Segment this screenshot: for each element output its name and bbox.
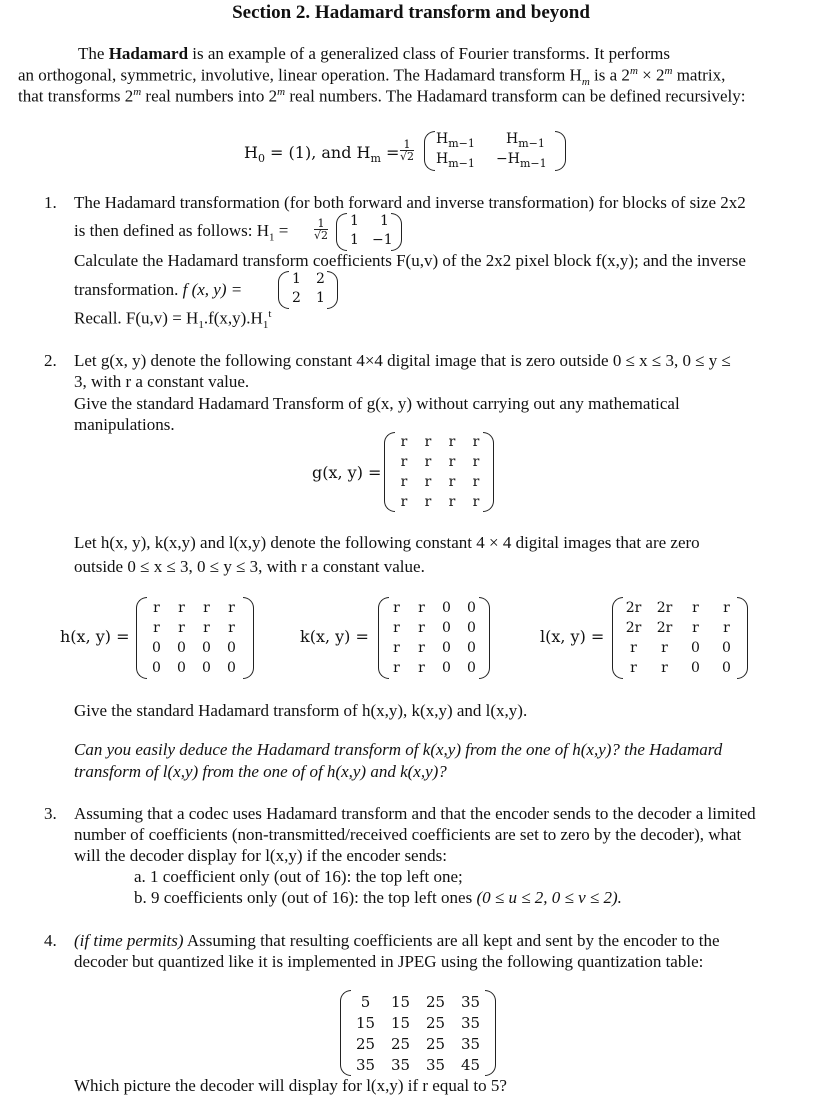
k-label: k(x, y) = [300,627,369,646]
quantization-table [340,990,496,1076]
matrix-cell: 2r [656,600,673,616]
matrix-cell: r [153,600,160,616]
matrix-row [384,598,484,618]
section-title: Section 2. Hadamard transform and beyond [232,2,590,23]
matrix-cell: r [723,600,730,616]
matrix-row [144,618,244,638]
matrix-cell: r [630,640,637,656]
q2-line-4: manipulations. [74,415,175,434]
matrix-cell: r [424,434,432,450]
matrix-cell: r [393,640,400,656]
matrix-cell: 35 [390,1055,411,1074]
matrix-row [392,492,488,512]
matrix-row [384,658,484,678]
matrix-cell: r [400,494,408,510]
matrix-row [348,1033,488,1054]
matrix-cell: r [424,454,432,470]
matrix-cell: r [472,494,480,510]
matrix-cell: r [472,434,480,450]
matrix-row [348,991,488,1012]
q3-line-3: will the decoder display for l(x,y) if the encoder sends: [74,846,447,865]
q2-italic-2: transform of l(x,y) from the one of of h(x,y) and k(x,y)? [74,762,447,781]
matrix-cell: 25 [425,1034,446,1053]
matrix-cell: 35 [460,992,481,1011]
matrix-cell: 0 [442,640,451,656]
matrix-cell: r [630,660,637,676]
matrix-cell: 25 [425,992,446,1011]
q4-number: 4. [44,931,57,950]
q3-option-b: b. 9 coefficients only (out of 16): the top left ones (0 ≤ u ≤ 2, 0 ≤ v ≤ 2). [134,888,622,907]
matrix-cell: 0 [691,660,700,676]
matrix-cell: 0 [467,620,476,636]
q1-number: 1. [44,193,57,212]
matrix-cell: r [400,434,408,450]
intro-line-2: an orthogonal, symmetric, involutive, linear operation. The Hadamard transform $H_m$ is a $2^m \times 2^m$ matrix, [18,65,726,89]
matrix-cell: r [203,620,210,636]
matrix-row [392,472,488,492]
matrix-row [144,598,244,618]
matrix-cell: r [393,660,400,676]
matrix-cell: r [472,474,480,490]
matrix-cell: 0 [227,640,236,656]
matrix-cell: 25 [390,1034,411,1053]
q3-option-a: a. 1 coefficient only (out of 16): the top left one; [134,867,463,886]
q2-line-6: outside 0 ≤ x ≤ 3, 0 ≤ y ≤ 3, with r a constant value. [74,557,425,576]
matrix-cell: 35 [460,1034,481,1053]
h-matrix [136,597,254,679]
matrix-cell: r [692,600,699,616]
k-matrix [378,597,490,679]
matrix-cell: 0 [722,640,731,656]
matrix-row [144,638,244,658]
f-matrix: 1 2 2 1 [278,271,338,309]
matrix-cell: r [400,474,408,490]
matrix-cell: r [723,620,730,636]
matrix-cell: 2r [625,620,642,636]
matrix-cell: r [472,454,480,470]
recursion-fraction: $\frac{1}{√2}$ [400,138,415,163]
q2-line-1: Let g(x, y) denote the following constant 4×4 digital image that is zero outside 0 ≤ x ≤ 3, 0 ≤ y ≤ [74,351,731,370]
hadamard-bold: Hadamard [108,44,189,63]
q1-line-3: Calculate the Hadamard transform coefficients F(u,v) of the 2x2 pixel block f(x,y); and the inverse [74,251,746,270]
q1-line-2: is then defined as follows: $H_1$ = [74,221,289,244]
q3-line-2: number of coefficients (non-transmitted/received coefficients are set to zero by the decoder), what [74,825,742,844]
matrix-cell: r [448,474,456,490]
q3-line-1: Assuming that a codec uses Hadamard transform and that the encoder sends to the decoder a limited [74,804,756,823]
matrix-cell: r [661,640,668,656]
matrix-cell: r [418,600,425,616]
matrix-cell: r [228,620,235,636]
h1-matrix: 1 1 1 −1 [336,213,402,251]
matrix-cell: r [153,620,160,636]
matrix-cell: r [203,600,210,616]
matrix-cell: r [424,494,432,510]
matrix-cell: 0 [467,600,476,616]
q2-line-5: Let h(x, y), k(x,y) and l(x,y) denote the following constant 4 × 4 digital images that are zero [74,533,700,552]
matrix-cell: 0 [467,640,476,656]
h-label: h(x, y) = [60,627,130,646]
q1-fraction: $\frac{1}{√2}$ [314,217,329,242]
matrix-cell: 25 [425,1013,446,1032]
q1-line-4: transformation. f (x, y) = [74,280,243,299]
g-matrix [384,432,494,512]
matrix-cell: 45 [460,1055,481,1074]
matrix-cell: 35 [460,1013,481,1032]
matrix-cell: 0 [442,600,451,616]
matrix-cell: 2r [656,620,673,636]
matrix-cell: r [393,620,400,636]
intro-line-3: that transforms 2$^m$ real numbers into 2$^m$ real numbers. The Hadamard transform can be defined recursively: [18,86,746,106]
matrix-cell: 0 [442,620,451,636]
intro-line-1: The Hadamard is an example of a generalized class of Fourier transforms. It performs [78,44,670,63]
l-matrix [612,597,748,679]
matrix-cell: 0 [152,660,161,676]
matrix-cell: r [448,454,456,470]
q2-line-7: Give the standard Hadamard transform of h(x,y), k(x,y) and l(x,y). [74,701,528,720]
matrix-cell: 0 [467,660,476,676]
q2-number: 2. [44,351,57,370]
matrix-cell: 5 [360,992,371,1011]
q4-line-3: Which picture the decoder will display for l(x,y) if r equal to 5? [74,1076,507,1095]
matrix-cell: r [400,454,408,470]
matrix-cell: r [178,600,185,616]
matrix-cell: 2r [625,600,642,616]
matrix-row [618,658,742,678]
q4-line-2: decoder but quantized like it is implemented in JPEG using the following quantization table: [74,952,704,971]
matrix-cell: r [418,640,425,656]
matrix-cell: 0 [202,660,211,676]
matrix-cell: 0 [177,640,186,656]
matrix-row [384,638,484,658]
matrix-cell: 0 [442,660,451,676]
matrix-row [348,1012,488,1033]
matrix-cell: 15 [355,1013,376,1032]
matrix-cell: r [418,620,425,636]
q4-line-1: (if time permits) Assuming that resulting coefficients are all kept and sent by the encoder to the [74,931,720,950]
matrix-cell: 0 [177,660,186,676]
matrix-cell: r [178,620,185,636]
matrix-cell: 15 [390,992,411,1011]
matrix-cell: r [393,600,400,616]
matrix-row [392,452,488,472]
matrix-cell: r [448,494,456,510]
matrix-cell: 0 [722,660,731,676]
matrix-cell: r [661,660,668,676]
matrix-cell: 35 [425,1055,446,1074]
l-label: l(x, y) = [540,627,605,646]
recursion-matrix: $H_{m-1}$ $H_{m-1}$ $H_{m-1}$ $-H_{m-1}$ [424,131,566,171]
q2-line-3: Give the standard Hadamard Transform of g(x, y) without carrying out any mathematical [74,394,680,413]
g-label: g(x, y) = [312,463,382,482]
matrix-cell: 0 [202,640,211,656]
q2-line-2: 3, with r a constant value. [74,372,250,391]
matrix-cell: 35 [355,1055,376,1074]
matrix-cell: 0 [227,660,236,676]
recursion-formula: $H_0 = (1)$, and $H_m$ = [244,143,400,166]
matrix-row [144,658,244,678]
matrix-row [618,638,742,658]
matrix-cell: 25 [355,1034,376,1053]
matrix-cell: r [418,660,425,676]
matrix-row [384,618,484,638]
q2-italic-1: Can you easily deduce the Hadamard transform of k(x,y) from the one of h(x,y)? the Hadamard [74,740,723,759]
matrix-cell: r [692,620,699,636]
matrix-cell: 15 [390,1013,411,1032]
matrix-row [618,618,742,638]
matrix-cell: r [424,474,432,490]
matrix-row [392,432,488,452]
matrix-cell: r [448,434,456,450]
matrix-row [348,1054,488,1075]
matrix-row [618,598,742,618]
matrix-cell: r [228,600,235,616]
q1-line-1: The Hadamard transformation (for both forward and inverse transformation) for blocks of size 2x2 [74,193,746,212]
matrix-cell: 0 [152,640,161,656]
matrix-cell: 0 [691,640,700,656]
q3-number: 3. [44,804,57,823]
q1-line-5: Recall. $F(u,v) = H_1.f(x,y).H_1^t$ [74,308,272,332]
